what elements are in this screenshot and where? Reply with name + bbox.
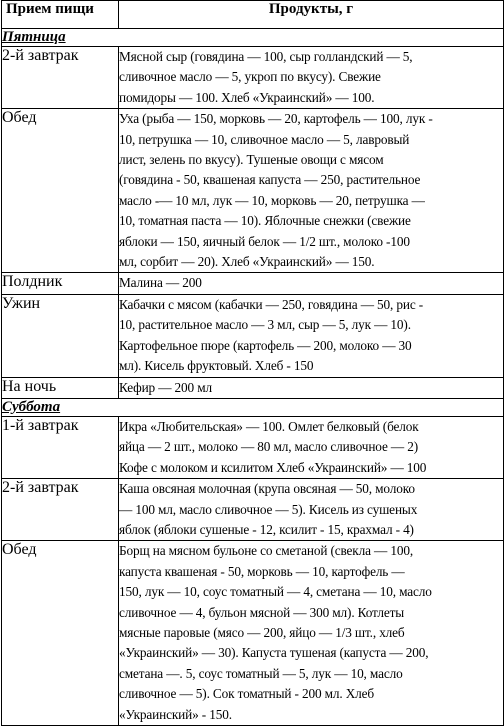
product-line: капуста квашеная - 50, морковь — 10, картофель — [119, 563, 405, 579]
product-line: сметана —. 5, соус томатный — 5, лук — 10, масло [119, 665, 403, 681]
meal-products [119, 294, 504, 377]
day-title: Пятница [2, 29, 504, 47]
product-line: «Украинский» - 150. [119, 706, 232, 722]
product-line: (говядина - 50, квашеная капуста — 250, растительное [119, 172, 421, 188]
meal-row [2, 541, 504, 726]
meal-products [119, 377, 504, 398]
meal-name: 2-й завтрак [2, 47, 119, 109]
product-line: Каша овсяная молочная (крупа овсяная — 50, молоко [119, 481, 415, 497]
product-line: мл). Кисель фруктовый. Хлеб - 150 [119, 358, 314, 374]
meal-name: 2-й завтрак [2, 479, 119, 541]
meal-name: На ночь [2, 377, 119, 398]
meal-name: Полдник [2, 273, 119, 294]
product-line: Мясной сыр (говядина — 100, сыр голландский — 5, [119, 49, 413, 64]
product-line: Малина — 200 [119, 275, 202, 291]
product-line: лист, зелень по вкусу). Тушеные овощи с мясом [119, 152, 384, 168]
product-line: мясные паровые (мясо — 200, яйцо — 1/3 шт., хлеб [119, 624, 405, 640]
product-line: Уха (рыба — 150, морковь — 20, картофель — 100, лук - [119, 111, 433, 127]
product-line: 10, растительное масло — 3 мл, сыр — 5, лук — 10). [119, 317, 411, 333]
meal-row [2, 479, 504, 541]
meal-name: 1-й завтрак [2, 416, 119, 478]
product-line: яйца — 2 шт., молоко — 80 мл, масло сливочное — 2) [119, 439, 418, 455]
product-line: сливочное масло — 5, укроп по вкусу). Свежие [119, 69, 381, 85]
product-line: Картофельное пюре (картофель — 200, молоко — 30 [119, 337, 412, 353]
meal-row [2, 377, 504, 398]
product-line: 10, петрушка — 10, сливочное масло — 5, лавровый [119, 131, 410, 147]
meal-row [2, 109, 504, 273]
meal-plan-table [1, 0, 504, 726]
product-line: Кефир — 200 мл [119, 379, 212, 395]
day-title: Суббота [2, 398, 504, 416]
meal-name: Ужин [2, 294, 119, 377]
meal-products [119, 273, 504, 294]
meal-products [119, 47, 504, 109]
product-line: 10, томатная паста — 10). Яблочные снежки (свежие [119, 213, 411, 229]
meal-name: Обед [2, 109, 119, 273]
meal-row [2, 47, 504, 109]
meal-products [119, 109, 504, 273]
product-line: масло -— 10 мл, лук — 10, морковь — 20, петрушка — [119, 192, 425, 208]
product-line: Кофе с молоком и ксилитом Хлеб «Украинский» — 100 [119, 459, 427, 475]
meal-name: Обед [2, 541, 119, 726]
product-line: сливочное — 5). Сок томатный - 200 мл. Хлеб [119, 686, 375, 702]
product-line: яблок (яблоки сушеные - 12, ксилит - 15, крахмал - 4) [119, 521, 414, 537]
table-header-row [2, 1, 504, 29]
product-line: «Украинский» — 30). Капуста тушеная (капуста — 200, [119, 645, 429, 661]
product-line: сливочное — 4, бульон мясной — 300 мл). Котлеты [119, 604, 405, 620]
product-line: мл, сорбит — 20). Хлеб «Украинский» — 150. [119, 254, 375, 270]
meal-row [2, 416, 504, 478]
product-line: 150, лук — 10, соус томатный — 4, сметана — 10, масло [119, 584, 432, 600]
meal-products [119, 479, 504, 541]
product-line: Икра «Любительская» — 100. Омлет белковый (белок [119, 418, 419, 434]
product-line: Кабачки с мясом (кабачки — 250, говядина — 50, рис - [119, 296, 424, 312]
header-products: Продукты, г [119, 1, 504, 29]
meal-row [2, 294, 504, 377]
header-meal: Прием пищи [2, 1, 119, 29]
product-line: — 100 мл, масло сливочное — 5). Кисель из сушеных [119, 501, 418, 517]
product-line: Борщ на мясном бульоне со сметаной (свекла — 100, [119, 543, 413, 559]
product-line: яблоки — 150, яичный белок — 1/2 шт., молоко -100 [119, 233, 410, 249]
meal-products [119, 416, 504, 478]
meal-row [2, 273, 504, 294]
day-row [2, 29, 504, 47]
day-row [2, 398, 504, 416]
meal-products [119, 541, 504, 726]
product-line: помидоры — 100. Хлеб «Украинский» — 100. [119, 89, 375, 105]
